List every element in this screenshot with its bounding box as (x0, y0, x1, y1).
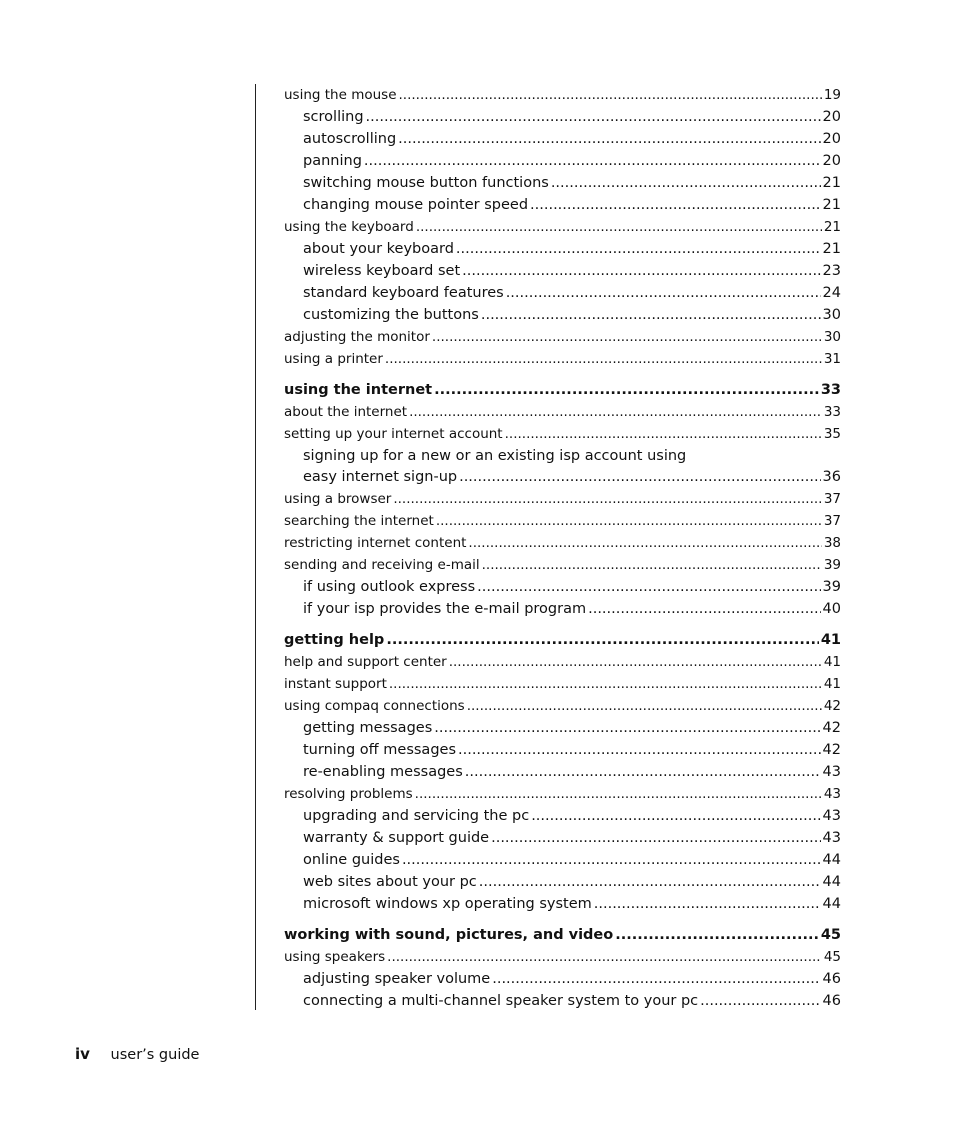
toc-page-number: 19 (823, 87, 841, 103)
dot-leader (551, 172, 821, 194)
toc-entry-title: upgrading and servicing the pc (303, 808, 530, 824)
toc-subentry[interactable] (284, 282, 841, 304)
toc-entry-title: customizing the buttons (303, 307, 479, 323)
toc-page-number: 21 (822, 197, 841, 213)
toc-page-number: 33 (823, 404, 841, 420)
toc-page-number: 30 (822, 307, 841, 323)
toc-entry[interactable] (284, 651, 841, 673)
toc-subentry[interactable] (284, 805, 841, 827)
dot-leader (456, 238, 821, 260)
toc-subentry[interactable] (284, 106, 841, 128)
toc-subentry[interactable] (284, 172, 841, 194)
toc-entry-title: connecting a multi-channel speaker system to your pc (303, 993, 699, 1009)
footer-title: user’s guide (110, 1047, 200, 1063)
dot-leader (594, 893, 821, 915)
dot-leader (465, 761, 821, 783)
toc-page-number: 33 (820, 382, 841, 398)
toc-page-number: 31 (823, 351, 841, 367)
toc-page-number: 43 (822, 764, 841, 780)
toc-entry-title: if using outlook express (303, 579, 476, 595)
toc-subentry[interactable] (284, 576, 841, 598)
toc-entry-title: changing mouse pointer speed (303, 197, 529, 213)
toc-entry[interactable] (284, 783, 841, 805)
toc-page-number: 45 (820, 927, 841, 943)
toc-entry-title: using speakers (284, 949, 386, 965)
toc-page-number: 41 (820, 632, 841, 648)
toc-subentry[interactable] (284, 238, 841, 260)
toc-subentry[interactable] (284, 150, 841, 172)
toc-entry[interactable] (284, 946, 841, 968)
dot-leader (436, 510, 822, 532)
toc-entry-title: using a printer (284, 351, 383, 367)
dot-leader (398, 128, 820, 150)
dot-leader (409, 401, 822, 423)
toc-entry-title: turning off messages (303, 742, 456, 758)
dot-leader (506, 282, 821, 304)
toc-entry-continued: signing up for a new or an existing isp account using (303, 448, 687, 464)
toc-page-number: 39 (822, 579, 841, 595)
toc-page-number: 38 (823, 535, 841, 551)
toc-page-number: 43 (822, 830, 841, 846)
toc-entry-title: adjusting the monitor (284, 329, 430, 345)
dot-leader (482, 554, 822, 576)
margin-rule (255, 84, 256, 1010)
toc-entry[interactable] (284, 488, 841, 510)
dot-leader (366, 106, 821, 128)
toc-entry-title: using the keyboard (284, 219, 414, 235)
toc-page-number: 36 (822, 469, 841, 485)
dot-leader (364, 150, 821, 172)
toc-page-number: 43 (823, 786, 841, 802)
toc-entry-title: using the mouse (284, 87, 397, 103)
toc-entry-title: web sites about your pc (303, 874, 477, 890)
dot-leader (399, 84, 822, 106)
toc-subentry[interactable] (284, 849, 841, 871)
toc-entry[interactable] (284, 326, 841, 348)
toc-entry-title: scrolling (303, 109, 364, 125)
toc-page-number: 21 (822, 241, 841, 257)
toc-entry-title: online guides (303, 852, 400, 868)
toc-entry-title: getting help (284, 632, 385, 648)
toc-entry-title: setting up your internet account (284, 426, 503, 442)
toc-page-number: 37 (823, 513, 841, 529)
toc-entry[interactable] (284, 554, 841, 576)
toc-subentry[interactable] (284, 990, 841, 1012)
toc-subentry[interactable] (284, 466, 841, 488)
toc-entry-title: using the internet (284, 382, 433, 398)
toc-page-number: 42 (822, 742, 841, 758)
page-footer (75, 1045, 199, 1063)
dot-leader (467, 695, 822, 717)
toc-entry-title: warranty & support guide (303, 830, 490, 846)
toc-page-number: 40 (822, 601, 841, 617)
dot-leader (434, 717, 820, 739)
dot-leader (385, 348, 822, 370)
toc-subentry[interactable] (284, 761, 841, 783)
toc-page-number: 44 (822, 874, 841, 890)
toc-page-number: 43 (822, 808, 841, 824)
dot-leader (700, 990, 820, 1012)
toc-entry[interactable] (284, 532, 841, 554)
toc-subentry[interactable] (284, 739, 841, 761)
toc-entry-title: if your isp provides the e-mail program (303, 601, 587, 617)
toc-page-number: 30 (823, 329, 841, 345)
toc-page-number: 21 (823, 219, 841, 235)
dot-leader (479, 871, 821, 893)
toc-page-number: 46 (822, 993, 841, 1009)
toc-page-number: 39 (823, 557, 841, 573)
toc-entry-title: wireless keyboard set (303, 263, 461, 279)
dot-leader (432, 326, 822, 348)
toc-page-number: 46 (822, 971, 841, 987)
toc-subentry[interactable] (284, 827, 841, 849)
dot-leader (505, 423, 822, 445)
toc-subentry[interactable] (284, 871, 841, 893)
toc-entry-title: switching mouse button functions (303, 175, 549, 191)
toc-entry-title: panning (303, 153, 362, 169)
toc-page-number: 44 (822, 896, 841, 912)
dot-leader (386, 629, 819, 651)
toc-page-number: 37 (823, 491, 841, 507)
toc-page-number: 35 (823, 426, 841, 442)
dot-leader (530, 194, 821, 216)
toc-entry-title: resolving problems (284, 786, 413, 802)
toc-page-number: 42 (822, 720, 841, 736)
dot-leader (477, 576, 820, 598)
toc-subentry[interactable] (284, 304, 841, 326)
toc-page-number: 45 (823, 949, 841, 965)
toc-entry[interactable] (284, 216, 841, 238)
toc-subentry[interactable] (284, 893, 841, 915)
toc-entry-title: re-enabling messages (303, 764, 463, 780)
dot-leader (449, 651, 822, 673)
toc-entry[interactable] (284, 401, 841, 423)
dot-leader (615, 924, 819, 946)
toc-entry[interactable] (284, 673, 841, 695)
toc-entry-title: adjusting speaker volume (303, 971, 491, 987)
toc-subentry[interactable] (284, 968, 841, 990)
toc-entry[interactable] (284, 695, 841, 717)
dot-leader (402, 849, 821, 871)
toc-page-number: 41 (823, 676, 841, 692)
dot-leader (458, 739, 821, 761)
toc-page-number: 44 (822, 852, 841, 868)
toc-page-number: 21 (822, 175, 841, 191)
toc-entry-title: restricting internet content (284, 535, 467, 551)
toc-page-number: 23 (822, 263, 841, 279)
toc-subentry[interactable] (284, 260, 841, 282)
dot-leader (492, 968, 820, 990)
dot-leader (459, 466, 820, 488)
toc-page-number: 20 (822, 153, 841, 169)
toc-entry[interactable] (284, 423, 841, 445)
toc-entry-title: about the internet (284, 404, 408, 420)
toc-entry-title: getting messages (303, 720, 433, 736)
toc-page-number: 24 (822, 285, 841, 301)
toc-entry-title: help and support center (284, 654, 447, 670)
toc-entry-title: autoscrolling (303, 131, 397, 147)
toc-entry-title: using a browser (284, 491, 392, 507)
toc-entry-title: easy internet sign-up (303, 469, 458, 485)
toc-page-number: 42 (823, 698, 841, 714)
dot-leader (462, 260, 820, 282)
toc-entry[interactable] (284, 510, 841, 532)
dot-leader (389, 673, 822, 695)
dot-leader (481, 304, 821, 326)
toc-subentry[interactable] (284, 717, 841, 739)
footer-page-number: iv (75, 1045, 90, 1063)
dot-leader (531, 805, 820, 827)
toc-page-number: 20 (822, 131, 841, 147)
toc-entry-title: searching the internet (284, 513, 434, 529)
toc-entry[interactable] (284, 348, 841, 370)
dot-leader (415, 783, 822, 805)
toc-entry-title: sending and receiving e-mail (284, 557, 480, 573)
toc-subentry[interactable] (284, 128, 841, 150)
toc-entry[interactable] (284, 84, 841, 106)
toc-chapter-heading[interactable] (284, 379, 841, 401)
dot-leader (588, 598, 820, 620)
toc-entry-title: standard keyboard features (303, 285, 504, 301)
toc-entry-title: microsoft windows xp operating system (303, 896, 592, 912)
dot-leader (434, 379, 819, 401)
toc-entry-title: about your keyboard (303, 241, 454, 257)
toc-entry-title: instant support (284, 676, 387, 692)
toc-chapter-heading[interactable] (284, 629, 841, 651)
dot-leader (416, 216, 822, 238)
toc-chapter-heading[interactable] (284, 924, 841, 946)
dot-leader (491, 827, 820, 849)
toc-page-number: 41 (823, 654, 841, 670)
toc-entry-title: working with sound, pictures, and video (284, 927, 614, 943)
dot-leader (393, 488, 821, 510)
table-of-contents (284, 84, 841, 1012)
dot-leader (468, 532, 821, 554)
toc-subentry[interactable] (284, 194, 841, 216)
dot-leader (387, 946, 822, 968)
toc-entry-title: using compaq connections (284, 698, 465, 714)
toc-page-number: 20 (822, 109, 841, 125)
toc-subentry[interactable] (284, 598, 841, 620)
